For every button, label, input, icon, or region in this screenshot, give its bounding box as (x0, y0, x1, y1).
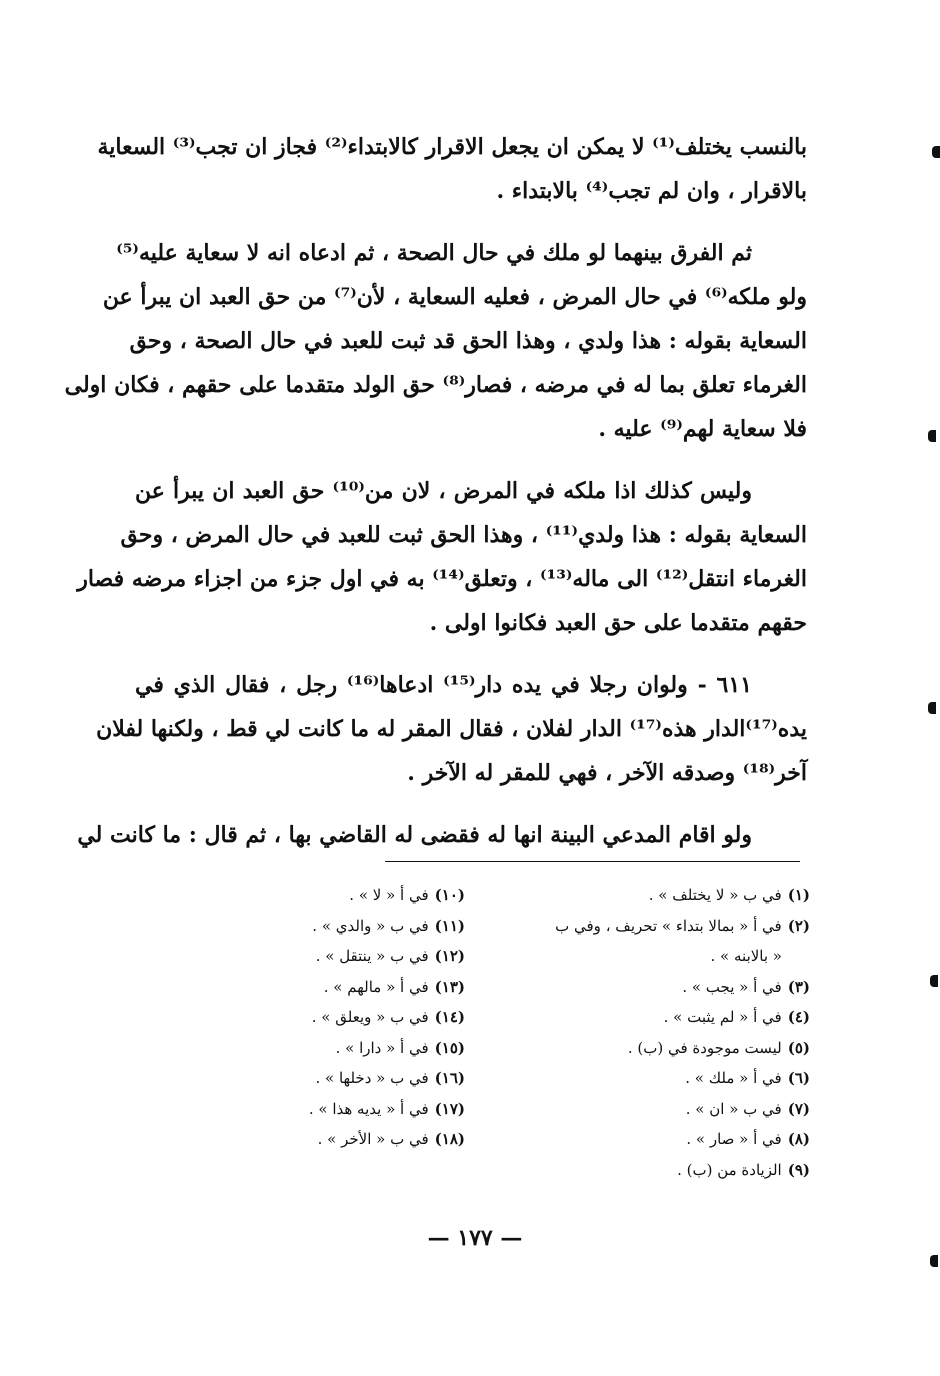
footnote-number: (١١) (434, 916, 465, 935)
text-line: وليس كذلك اذا ملكه في المرض ، لان من⁽¹⁰⁾ حق العبد ان يبرأ عن (135, 478, 752, 504)
footnote-text: في أ « لم يثبت » . (663, 1008, 782, 1026)
footnote-text: في ب « ان » . (685, 1099, 782, 1118)
footnote-number: (١) (787, 886, 810, 904)
text-line: ثم الفرق بينهما لو ملك في حال الصحة ، ثم ادعاه انه لا سعاية عليه⁽⁵⁾ (116, 240, 752, 266)
footnotes-left-column (275, 880, 465, 1155)
footnote (510, 1124, 810, 1155)
footnote-text: في أ « دارا » . (335, 1038, 429, 1057)
footnote (510, 1094, 810, 1125)
footnote-text: في ب « والدي » . (312, 916, 429, 935)
main-text (64, 125, 807, 875)
footnote-text: ليست موجودة في (ب) . (627, 1038, 782, 1057)
footnote (275, 1002, 465, 1033)
footnote-number: (٤) (787, 1008, 810, 1026)
footnote-number: (١٨) (434, 1130, 465, 1148)
footnote (510, 1033, 810, 1064)
footnote (275, 1033, 465, 1064)
footnote (275, 1063, 465, 1094)
footnote-number: (٢) (787, 916, 810, 935)
paragraph (64, 231, 807, 451)
binding-mark (930, 975, 938, 987)
binding-mark (928, 702, 936, 714)
binding-mark (928, 430, 936, 442)
footnote (510, 880, 810, 911)
text-line: الغرماء انتقل⁽¹²⁾ الى ماله⁽¹³⁾ ، وتعلق⁽¹⁴⁾ به في اول جزء من اجزاء مرضه فصار (77, 566, 807, 592)
text-line: ولو اقام المدعي البينة انها له فقضى له القاضي بها ، ثم قال : ما كانت لي (77, 822, 752, 848)
footnote-number: (١٣) (434, 977, 465, 996)
text-line: السعاية بقوله : هذا ولدي⁽¹¹⁾ ، وهذا الحق ثبت للعبد في حال المرض ، وحق (120, 522, 807, 548)
footnote-text: « بالابنه » . (710, 947, 782, 965)
paragraph (77, 469, 807, 645)
page-number: — ١٧٧ — (427, 1225, 523, 1251)
footnote-text: في ب « لا يختلف » . (648, 886, 782, 904)
footnote-text: في أ « ملك » . (685, 1069, 782, 1087)
footnote-number: (٩) (787, 1160, 810, 1179)
paragraph (96, 663, 807, 795)
footnote-number: (٦) (787, 1069, 810, 1087)
footnote-text: في أ « يديه هذا » . (308, 1099, 429, 1118)
text-line: ولو ملكه⁽⁶⁾ في حال المرض ، فعليه السعاية ، لأن⁽⁷⁾ من حق العبد ان يبرأ عن (102, 284, 807, 310)
footnote-text: في ب « دخلها » . (315, 1069, 429, 1087)
footnote-number: (٧) (787, 1099, 810, 1118)
footnote (275, 941, 465, 972)
footnote (510, 1063, 810, 1094)
footnote-number: (٣) (787, 977, 810, 996)
binding-mark (930, 1255, 938, 1267)
footnote-text: في أ « مالهم » . (323, 977, 429, 996)
footnote-divider (385, 861, 800, 862)
text-line: بالنسب يختلف⁽¹⁾ لا يمكن ان يجعل الاقرار كالابتداء⁽²⁾ فجاز ان تجب⁽³⁾ السعاية (97, 134, 807, 160)
text-line: يده⁽¹⁷⁾الدار هذه⁽¹⁷⁾ الدار لفلان ، فقال المقر له ما كانت لي قط ، ولكنها لفلان (96, 716, 807, 742)
footnote-number: (٨) (787, 1130, 810, 1148)
footnote (510, 1155, 810, 1186)
paragraph (77, 813, 807, 857)
footnote-text: في ب « ويعلق » . (311, 1008, 429, 1026)
footnote-text: في ب « الأخر » . (317, 1130, 429, 1148)
text-line: حقهم متقدما على حق العبد فكانوا اولى . (429, 610, 807, 636)
text-line: السعاية بقوله : هذا ولدي ، وهذا الحق قد ثبت للعبد في حال الصحة ، وحق (129, 328, 807, 354)
footnote-number: (١٦) (434, 1069, 465, 1087)
footnote-text: في أ « بمالا بتداء » تحريف ، وفي ب (555, 916, 782, 935)
footnote (510, 972, 810, 1003)
footnote (510, 1002, 810, 1033)
footnote (275, 880, 465, 911)
footnote (275, 1124, 465, 1155)
footnote-number: (١٠) (434, 886, 465, 904)
text-line: فلا سعاية لهم⁽⁹⁾ عليه . (598, 416, 807, 442)
footnote-number: (٥) (787, 1038, 810, 1057)
binding-mark (932, 146, 940, 158)
text-line: آخر⁽¹⁸⁾ وصدقه الآخر ، فهي للمقر له الآخر . (407, 760, 807, 786)
footnote-text: في أ « صار » . (686, 1130, 782, 1148)
footnote-text: في أ « لا » . (349, 886, 429, 904)
footnote-text: في ب « ينتقل » . (315, 947, 429, 965)
footnote (510, 941, 810, 972)
paragraph (97, 125, 807, 213)
footnote-text: الزيادة من (ب) . (677, 1160, 782, 1179)
text-line: ٦١١ - ولوان رجلا في يده دار⁽¹⁵⁾ ادعاها⁽¹⁶⁾ رجل ، فقال الذي في (135, 672, 752, 698)
footnote-number: (١٥) (434, 1038, 465, 1057)
footnote (275, 972, 465, 1003)
footnote-number: (١٢) (434, 947, 465, 965)
footnotes-right-column (510, 880, 810, 1185)
footnote (275, 1094, 465, 1125)
text-line: الغرماء تعلق بما له في مرضه ، فصار⁽⁸⁾ حق الولد متقدما على حقهم ، فكان اولى (64, 372, 807, 398)
text-line: بالاقرار ، وان لم تجب⁽⁴⁾ بالابتداء . (496, 178, 807, 204)
footnote-text: في أ « يجب » . (682, 977, 782, 996)
footnote (510, 911, 810, 942)
footnote (275, 911, 465, 942)
footnote-number: (١٤) (434, 1008, 465, 1026)
footnote-number: (١٧) (434, 1099, 465, 1118)
